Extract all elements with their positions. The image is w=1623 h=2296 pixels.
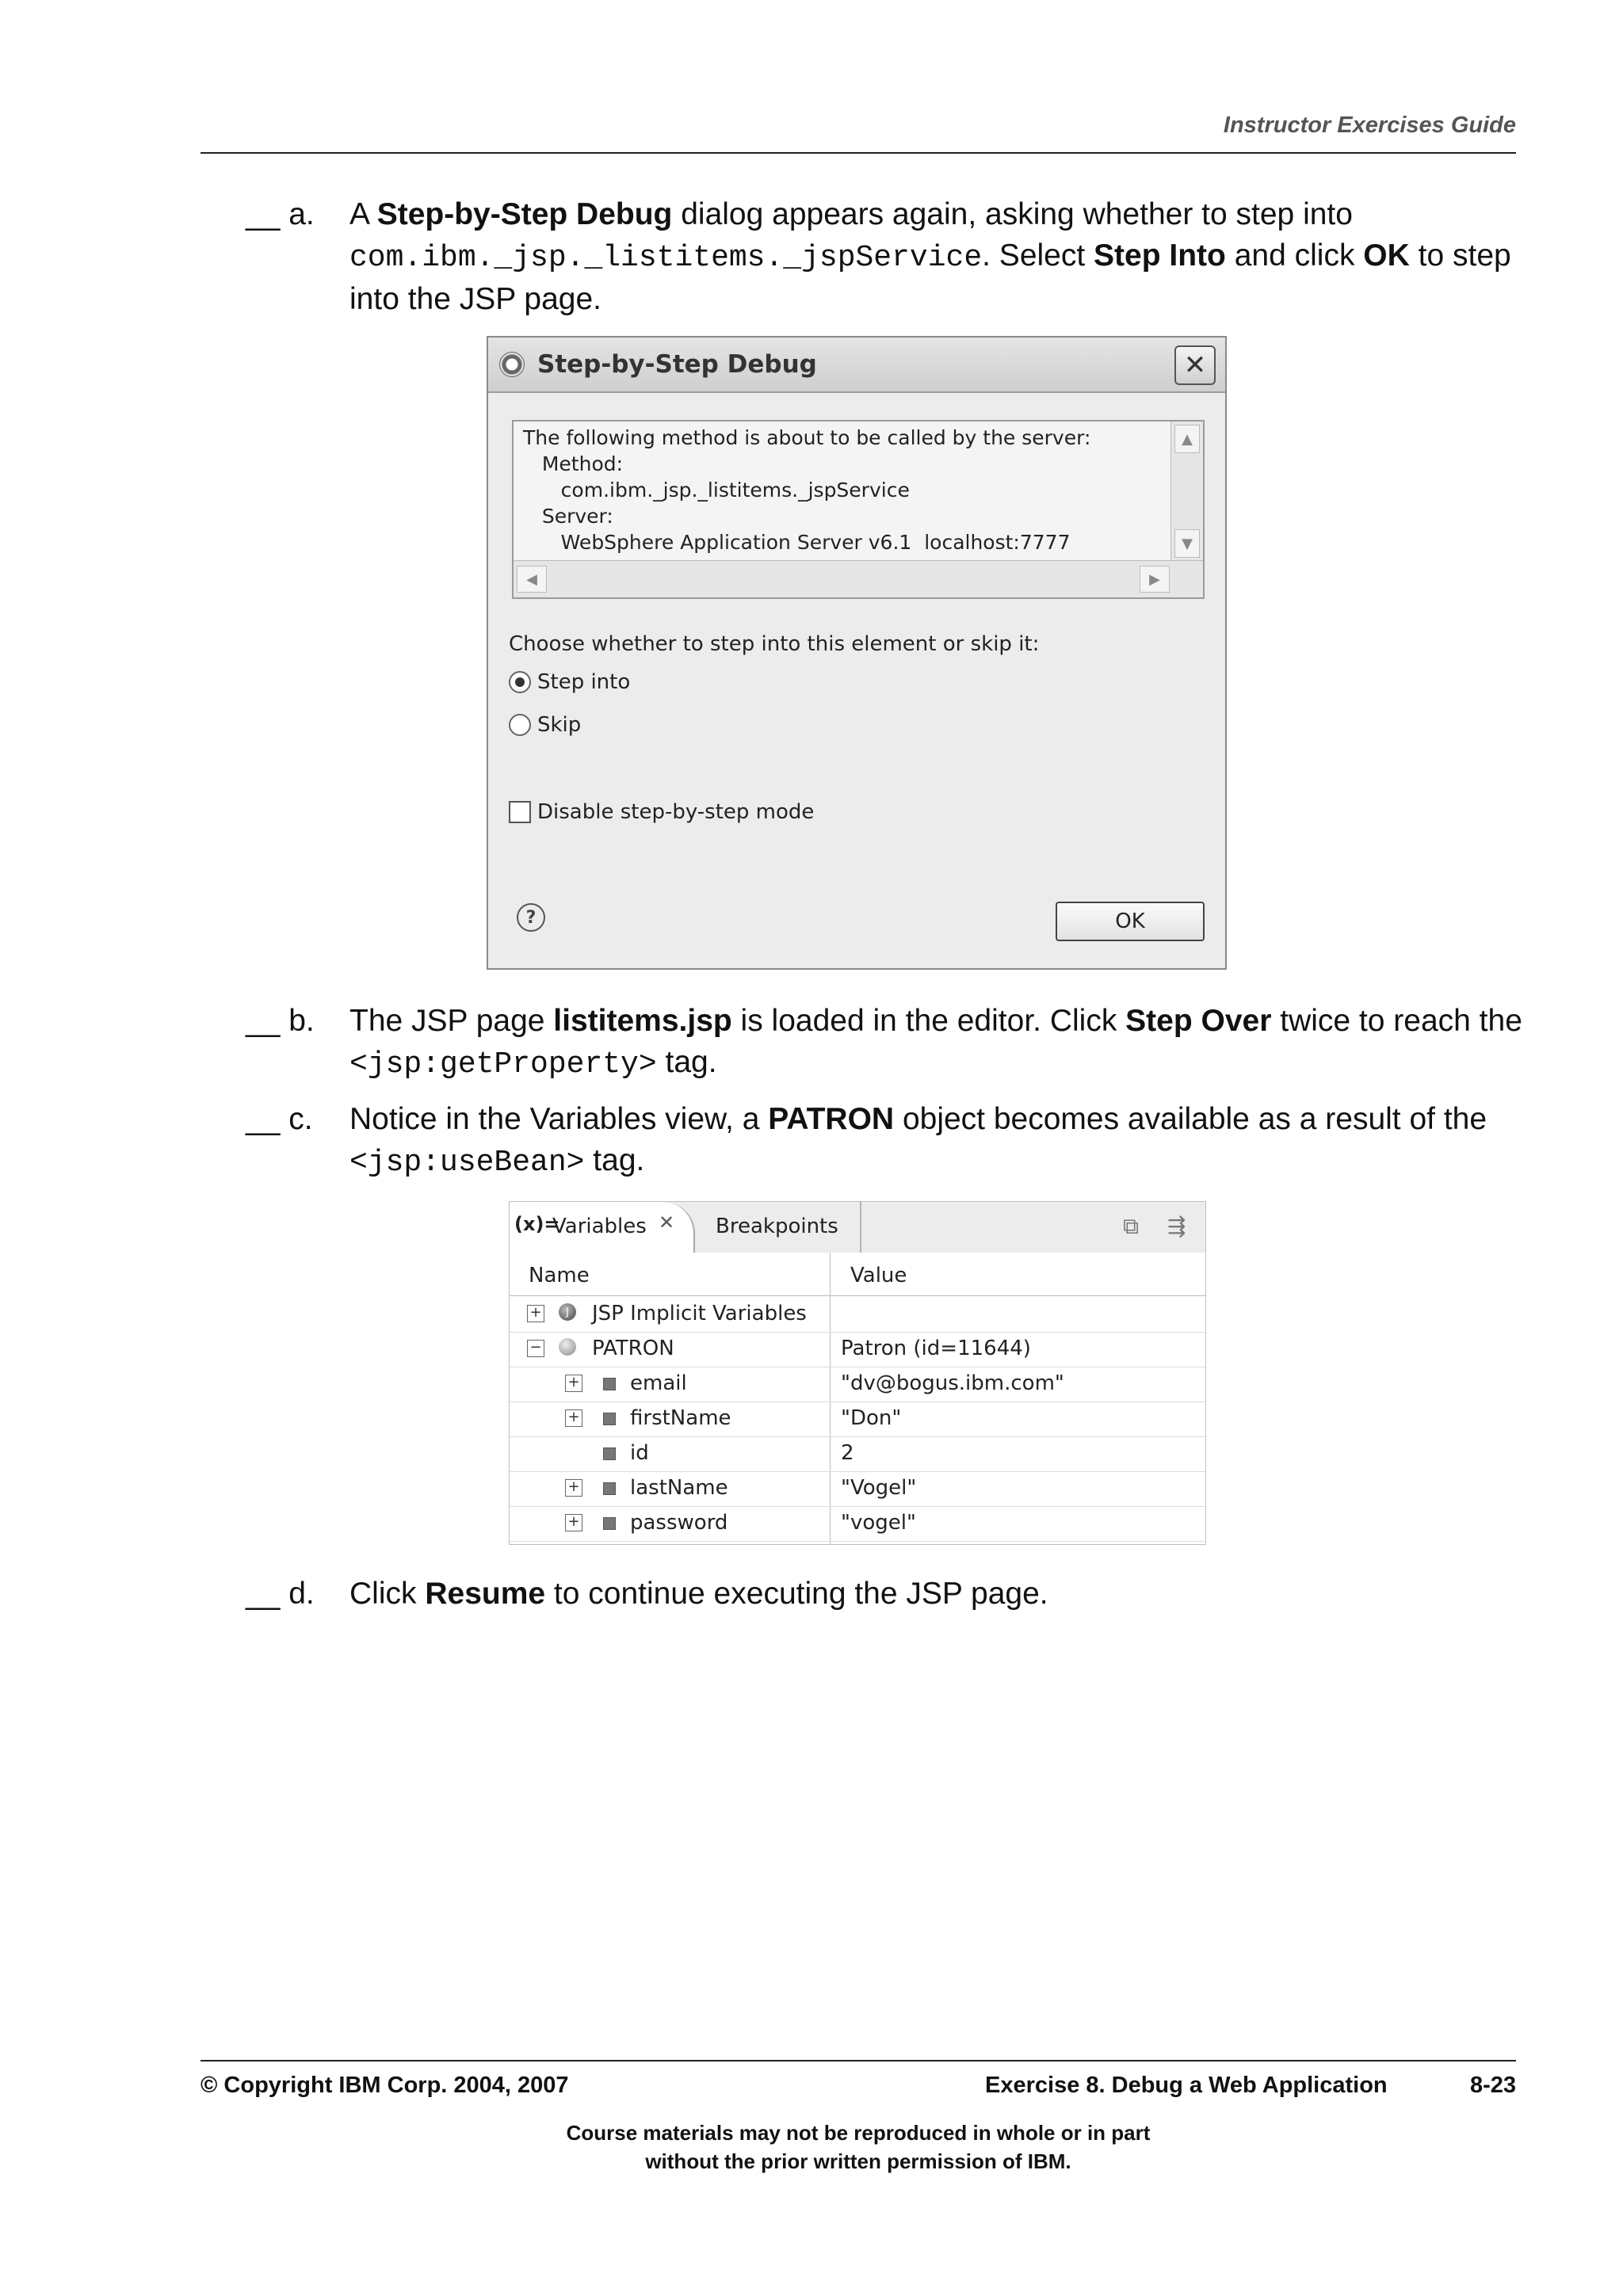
variables-icon: (x)= (514, 1213, 560, 1235)
table-row[interactable] (510, 1436, 1205, 1472)
expand-icon[interactable]: + (565, 1375, 582, 1392)
page-footer (200, 2060, 1516, 2173)
dialog-titlebar (488, 338, 1225, 393)
text-run: A (349, 197, 377, 231)
expand-icon[interactable]: + (565, 1479, 582, 1497)
disable-step-mode-checkbox[interactable] (509, 800, 814, 824)
table-row[interactable] (510, 1471, 1205, 1507)
text-run: twice to reach the (1271, 1004, 1522, 1038)
table-row[interactable] (510, 1506, 1205, 1542)
collapse-all-icon[interactable]: ⇶ (1167, 1213, 1186, 1239)
scroll-left-icon[interactable]: ◀ (517, 566, 547, 593)
debug-icon (499, 352, 525, 377)
step-d (246, 1573, 1529, 1615)
show-logical-structure-icon[interactable]: ⧉ (1123, 1213, 1139, 1239)
radio-skip-label: Skip (537, 713, 582, 737)
help-icon[interactable]: ? (517, 903, 545, 932)
bold-run: listitems.jsp (553, 1004, 732, 1038)
text-run: and click (1225, 238, 1364, 273)
variable-name: PATRON (592, 1337, 674, 1360)
text-run: Notice in the Variables view, a (349, 1102, 769, 1136)
message-textbox[interactable] (512, 420, 1205, 599)
bold-run: Step Into (1094, 238, 1226, 273)
ok-button[interactable]: OK (1056, 902, 1205, 941)
expand-icon[interactable]: + (565, 1409, 582, 1427)
variable-value: "Don" (841, 1406, 902, 1430)
step-b-marker: __ b. (246, 1004, 315, 1038)
step-c-text (349, 1099, 1529, 1184)
table-row[interactable] (510, 1367, 1205, 1402)
text-run: dialog appears again, asking whether to step into (672, 197, 1353, 231)
object-icon (559, 1338, 576, 1356)
table-row[interactable] (510, 1402, 1205, 1437)
horizontal-scrollbar[interactable] (514, 560, 1203, 597)
copyright-notice (200, 2119, 1516, 2176)
step-by-step-debug-dialog (487, 336, 1227, 970)
tab-breakpoints[interactable] (693, 1202, 861, 1253)
field-icon (603, 1482, 616, 1495)
column-header-name[interactable]: Name (529, 1264, 590, 1287)
variable-name: id (630, 1441, 649, 1465)
checkbox-icon[interactable] (509, 801, 531, 823)
bold-run: Step-by-Step Debug (376, 197, 673, 231)
collapse-icon[interactable]: − (527, 1340, 544, 1357)
code-run: <jsp:getProperty> (349, 1047, 657, 1081)
field-icon (603, 1447, 616, 1460)
bold-run: OK (1363, 238, 1410, 273)
variable-value: "Vogel" (841, 1476, 917, 1500)
message-text: The following method is about to be called by the server: Method: com.ibm._jsp._listitems._jspService Server: WebSphere Application Server v6.1 localhost:7777 (523, 426, 1091, 554)
variable-name: firstName (630, 1406, 731, 1430)
text-run: The JSP page (349, 1004, 554, 1038)
step-a-marker: __ a. (246, 197, 315, 231)
notice-line-1: Course materials may not be reproduced in whole or in part (566, 2121, 1151, 2145)
scroll-down-icon[interactable]: ▼ (1174, 529, 1200, 558)
page-number: 8-23 (1469, 2073, 1516, 2098)
variable-name: password (630, 1511, 728, 1535)
variable-value: Patron (id=11644) (841, 1337, 1031, 1360)
code-run: <jsp:useBean> (349, 1146, 585, 1180)
text-run: to step into the JSP page. (349, 238, 1511, 316)
column-header-value[interactable]: Value (850, 1264, 907, 1287)
radio-unselected-icon[interactable] (509, 714, 531, 736)
table-row[interactable] (510, 1332, 1205, 1367)
expand-icon[interactable]: + (565, 1514, 582, 1531)
code-run: com.ibm._jsp._listitems._jspService (349, 241, 983, 275)
guide-title: Instructor Exercises Guide (1223, 113, 1516, 138)
step-c-marker: __ c. (246, 1102, 313, 1136)
text-run: Click (349, 1577, 426, 1611)
variable-name: JSP Implicit Variables (592, 1302, 807, 1325)
bold-run: PATRON (768, 1102, 895, 1136)
radio-step-into-label: Step into (537, 670, 631, 694)
variable-value: "dv@bogus.ibm.com" (841, 1371, 1064, 1395)
text-run: object becomes available as a result of the (894, 1102, 1487, 1136)
field-icon (603, 1413, 616, 1425)
text-run: tag. (584, 1143, 645, 1177)
text-run: . Select (982, 238, 1094, 273)
page-header (200, 108, 1516, 154)
field-icon (603, 1517, 616, 1530)
tab-variables-label: Variables (552, 1215, 647, 1238)
step-a-text (349, 194, 1529, 320)
implicit-variables-icon: J (559, 1303, 576, 1321)
copyright: © Copyright IBM Corp. 2004, 2007 (200, 2073, 569, 2098)
view-tabbar (510, 1202, 1205, 1253)
text-run: to continue executing the JSP page. (545, 1577, 1048, 1611)
text-run: is loaded in the editor. Click (731, 1004, 1126, 1038)
table-header (510, 1253, 1205, 1296)
disable-step-mode-label: Disable step-by-step mode (537, 800, 815, 824)
choice-prompt: Choose whether to step into this element or skip it: (509, 632, 1040, 656)
step-d-text (349, 1573, 1529, 1615)
step-c (246, 1099, 1529, 1184)
step-b (246, 1001, 1529, 1085)
radio-step-into[interactable] (509, 670, 630, 694)
notice-line-2: without the prior written permission of IBM. (645, 2149, 1071, 2173)
field-icon (603, 1378, 616, 1390)
vertical-scrollbar[interactable] (1170, 421, 1203, 561)
step-d-marker: __ d. (246, 1577, 315, 1611)
expand-icon[interactable]: + (527, 1305, 544, 1322)
bold-run: Resume (425, 1577, 546, 1611)
tab-breakpoints-label: Breakpoints (716, 1215, 838, 1238)
text-run: tag. (656, 1045, 717, 1079)
variable-value: 2 (841, 1441, 854, 1465)
tab-close-icon[interactable]: ✕ (659, 1211, 675, 1234)
tab-variables[interactable] (510, 1202, 695, 1253)
dialog-title: Step-by-Step Debug (537, 350, 817, 379)
scroll-right-icon[interactable]: ▶ (1140, 566, 1170, 593)
step-b-text (349, 1001, 1529, 1085)
variable-value: "vogel" (841, 1511, 916, 1535)
variable-name: email (630, 1371, 687, 1395)
scroll-up-icon[interactable]: ▲ (1174, 425, 1200, 453)
radio-skip[interactable] (509, 713, 581, 737)
radio-selected-icon[interactable] (509, 671, 531, 693)
table-row[interactable] (510, 1297, 1205, 1333)
variables-view (509, 1201, 1206, 1545)
step-a (246, 194, 1529, 320)
variable-name: lastName (630, 1476, 728, 1500)
close-button[interactable]: ✕ (1174, 345, 1216, 385)
exercise-title: Exercise 8. Debug a Web Application (985, 2073, 1388, 2098)
bold-run: Step Over (1125, 1004, 1272, 1038)
